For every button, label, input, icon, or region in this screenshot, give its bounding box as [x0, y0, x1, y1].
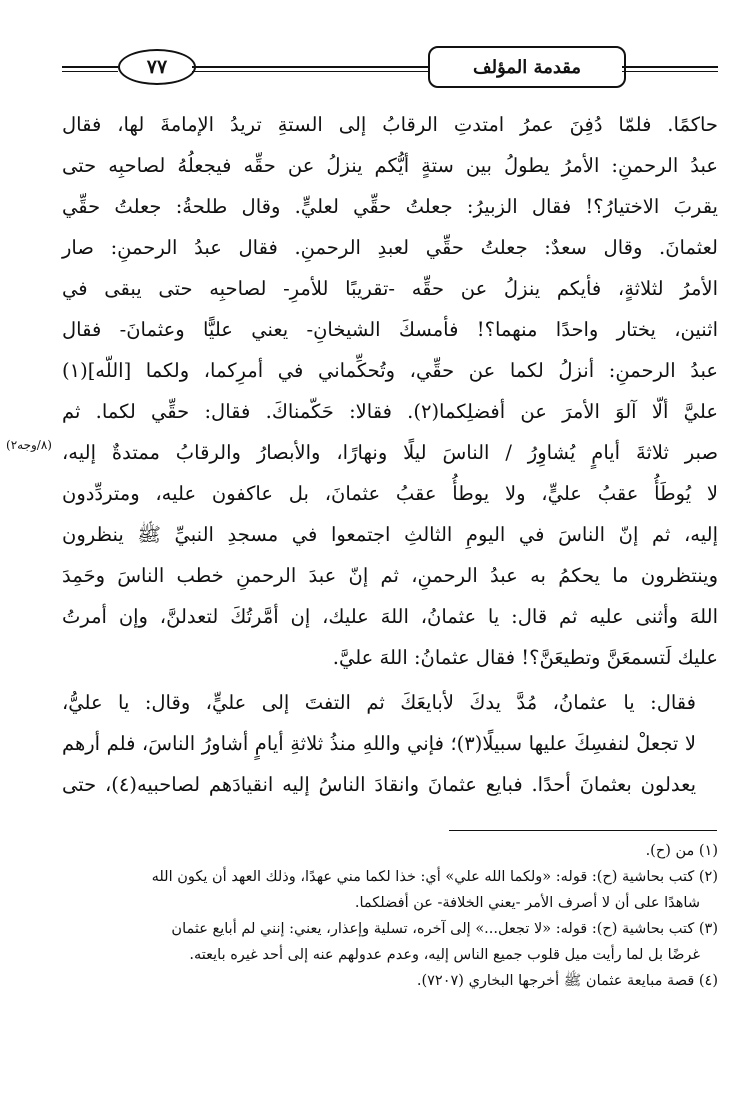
text-line: عبدُ الرحمنِ: أنزلُ لكما عن حقِّي، وتُحكِّماني في أمرِكما، ولكما [اللّه](١): [62, 359, 718, 382]
footnote-separator: [449, 830, 717, 831]
footnote-4: (٤) قصة مبايعة عثمان ﷺ أخرجها البخاري (٧٢٠٧).: [416, 973, 718, 989]
manuscript-folio-note: (٨/وجه٢): [6, 438, 52, 452]
header-rule-left: [62, 66, 118, 68]
paragraph-1: [62, 104, 718, 678]
text-line: الأمرُ لثلاثةٍ، فأيكم ينزلُ عن حقِّه -تقريبًا للأمرِ- لصاحبِه حتى يبقى في: [62, 277, 718, 300]
text-line: لا يُوطَأُ عقبُ عليٍّ، ولا يوطأُ عقبُ عثمانَ، بل عاكفون عليه، ومتردِّدون: [62, 482, 718, 505]
text-line: عليك لَتسمعَنَّ وتطيعَنَّ؟! فقال عثمانُ: اللهَ عليَّ.: [332, 646, 718, 669]
text-line: يقربَ الاختيارُ؟! فقال الزبيرُ: جعلتُ حقِّي لعليٍّ. وقال طلحةُ: جعلتُ حقِّي: [62, 195, 718, 218]
section-title-text: مقدمة المؤلف: [472, 56, 582, 78]
page-header: [0, 44, 755, 94]
footnote-3-cont: غرضًا بل لما رأيت ميل قلوب جميع الناس إليه، وعدم عدولهم عنه إلى أحد غيره بايعته.: [189, 947, 700, 963]
text-line: اثنين، يختار واحدًا منهما؟! فأمسكَ الشيخانِ- يعني عليًّا وعثمانَ- فقال: [62, 318, 718, 341]
text-line: عليَّ ألّا آلوَ الأمرَ عن أفضلِكما(٢). فقالا: حَكّمناكَ. فقال: حقِّي لكما. ثم: [62, 400, 718, 423]
paragraph-2: [62, 682, 718, 805]
text-line: لا تجعلْ لنفسِكَ عليها سبيلًا(٣)؛ فإني واللهِ منذُ ثلاثةِ أيامٍ أشاورُ الناسَ، فلم أرهم: [62, 732, 696, 755]
footnote-2-cont: شاهدًا على أن لا أصرف الأمر -يعني الخلافة- عن أفضلكما.: [354, 895, 700, 911]
text-line: وينتظرون ما يحكمُ به عبدُ الرحمنِ، ثم إنّ عبدَ الرحمنِ خطب الناسَ وحَمِدَ: [62, 564, 718, 587]
main-text: [62, 104, 718, 805]
header-rule-right-thin: [622, 71, 718, 72]
footnote-3: (٣) كتب بحاشية (ح): قوله: «لا تجعل...» إلى آخره، تسلية وإعذار، يعني: إنني لم أبايع عثمان: [171, 921, 718, 937]
text-line: عبدُ الرحمنِ: الأمرُ يطولُ بين ستةٍ أيُّكم ينزلُ عن حقِّه فيجعلُهُ لصاحبِه حتى: [62, 154, 718, 177]
header-rule-middle-thin: [192, 71, 428, 72]
footnote-2: (٢) كتب بحاشية (ح): قوله: «ولكما الله علي» أي: خذا لكما مني عهدًا، وذلك العهد أن يكون الله: [151, 869, 718, 885]
text-line: لعثمانَ. وقال سعدٌ: جعلتُ حقِّي لعبدِ الرحمنِ. فقال عبدُ الرحمنِ: صار: [62, 236, 718, 259]
text-line: حاكمًا. فلمّا دُفِنَ عمرُ امتدتِ الرقابُ إلى الستةِ تريدُ الإمامةَ لها، فقال: [62, 113, 718, 136]
page-number: [118, 49, 196, 85]
header-rule-left-thin: [62, 71, 118, 72]
page-number-text: ٧٧: [146, 56, 168, 78]
footnotes: [44, 838, 718, 994]
section-title: [428, 46, 626, 88]
text-line: فقال: يا عثمانُ، مُدَّ يدكَ لأبايعَكَ ثم التفتَ إلى عليٍّ، وقال: يا عليُّ،: [62, 691, 696, 714]
text-line: يعدلون بعثمانَ أحدًا. فبايع عثمانَ وانقادَ الناسُ إليه انقيادَهم لصاحبيه(٤)، حتى: [62, 773, 697, 796]
header-rule-right: [622, 66, 718, 68]
text-line: إليه، ثم إنّ الناسَ في اليومِ الثالثِ اجتمعوا في مسجدِ النبيِّ ﷺ ينظرون: [62, 523, 718, 546]
header-rule-middle: [192, 66, 428, 68]
text-line: اللهَ وأثنى عليه ثم قال: يا عثمانُ، اللهَ عليك، إن أمَّرتُكَ لتعدلنَّ، وإن أمرتُ: [62, 605, 718, 628]
footnote-1: (١) من (ح).: [645, 843, 718, 859]
text-line: صبر ثلاثةَ أيامٍ يُشاوِرُ / الناسَ ليلًا ونهارًا، والأبصارُ والرقابُ ممتدةٌ إليه،: [62, 441, 718, 464]
